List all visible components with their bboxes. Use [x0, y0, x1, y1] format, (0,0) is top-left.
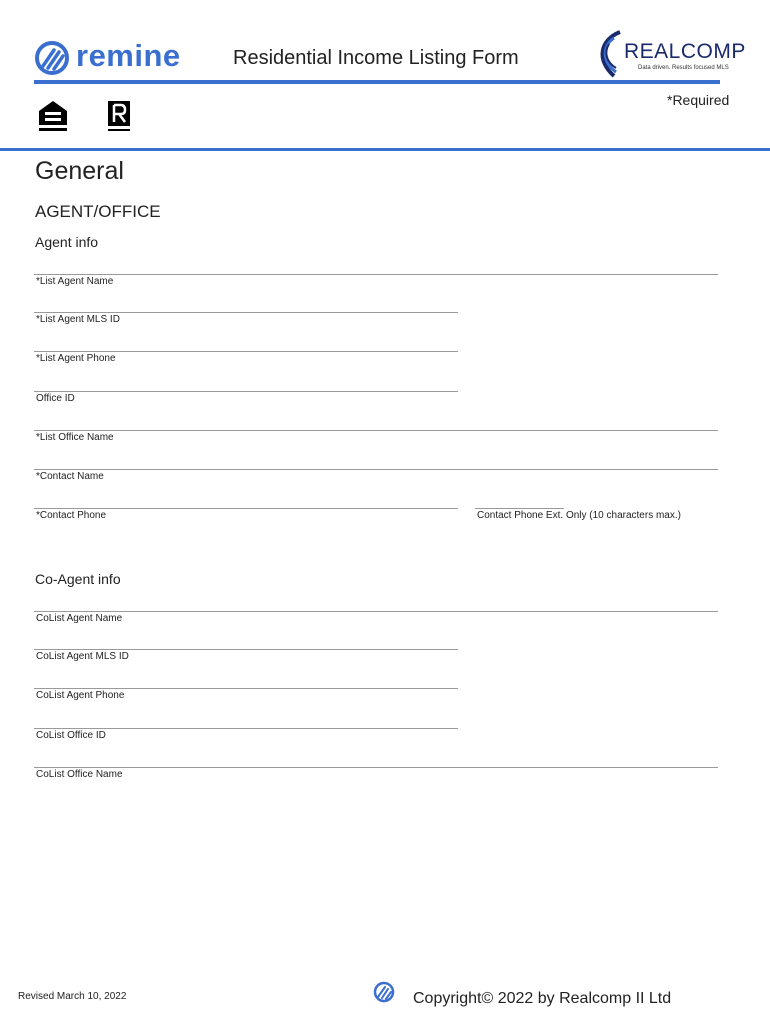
field-line	[34, 508, 458, 509]
header-rule	[34, 80, 720, 84]
field-label: *List Agent MLS ID	[36, 314, 120, 325]
office-id-input[interactable]	[34, 372, 461, 390]
colist-agent-phone-input[interactable]	[34, 669, 461, 687]
remine-mark-icon	[34, 38, 74, 80]
realcomp-tagline: Data driven. Results focused MLS	[638, 65, 729, 71]
field-line	[34, 767, 718, 768]
contact-phone-ext-input[interactable]	[475, 489, 567, 507]
field-line	[34, 391, 458, 392]
realtor-icon	[107, 100, 133, 133]
remine-logo	[34, 38, 179, 80]
heading-agent-info: Agent info	[35, 234, 99, 250]
field-line	[34, 728, 458, 729]
list-agent-name-input[interactable]	[34, 255, 721, 273]
field-label: CoList Agent Name	[36, 613, 123, 624]
heading-co-agent-info: Co-Agent info	[35, 571, 121, 587]
field-line	[34, 312, 458, 313]
field-label: *List Agent Phone	[36, 353, 116, 364]
field-line	[34, 611, 718, 612]
field-line	[34, 274, 718, 275]
colist-office-id-input[interactable]	[34, 709, 461, 727]
remine-wordmark: remine	[76, 38, 181, 73]
field-label: CoList Office Name	[36, 769, 123, 780]
list-agent-mls-id-input[interactable]	[34, 293, 461, 311]
colist-agent-name-input[interactable]	[34, 592, 721, 610]
field-label: *List Office Name	[36, 432, 114, 443]
field-label: *Contact Phone	[36, 510, 107, 521]
colist-office-name-input[interactable]	[34, 748, 721, 766]
list-office-name-input[interactable]	[34, 411, 721, 429]
realcomp-logo	[594, 30, 744, 80]
contact-phone-input[interactable]	[34, 489, 461, 507]
remine-footer-icon	[373, 980, 397, 1004]
field-line	[475, 508, 564, 509]
field-line	[34, 351, 458, 352]
field-label: CoList Office ID	[36, 730, 106, 741]
field-label: CoList Agent MLS ID	[36, 651, 129, 662]
field-line	[34, 469, 718, 470]
field-label: Office ID	[36, 393, 75, 404]
colist-agent-mls-id-input[interactable]	[34, 630, 461, 648]
copyright: Copyright© 2022 by Realcomp II Ltd	[413, 990, 672, 1007]
field-label: *Contact Name	[36, 471, 104, 482]
equal-housing-icon	[37, 99, 69, 133]
subheading-agent-office: AGENT/OFFICE	[35, 202, 161, 221]
realcomp-swoosh-icon	[594, 30, 628, 78]
field-line	[34, 430, 718, 431]
field-label: CoList Agent Phone	[36, 690, 125, 701]
section-rule	[0, 148, 770, 151]
required-note: *Required	[667, 92, 730, 108]
section-heading-general: General	[35, 157, 124, 185]
field-line	[34, 688, 458, 689]
revised-date: Revised March 10, 2022	[18, 991, 127, 1002]
form-title: Residential Income Listing Form	[233, 47, 519, 69]
field-line	[34, 649, 458, 650]
contact-name-input[interactable]	[34, 450, 721, 468]
list-agent-phone-input[interactable]	[34, 332, 461, 350]
field-label: Contact Phone Ext. Only (10 characters max.)	[477, 510, 681, 521]
field-label: *List Agent Name	[36, 276, 114, 287]
realcomp-wordmark: REALCOMP	[624, 40, 746, 63]
